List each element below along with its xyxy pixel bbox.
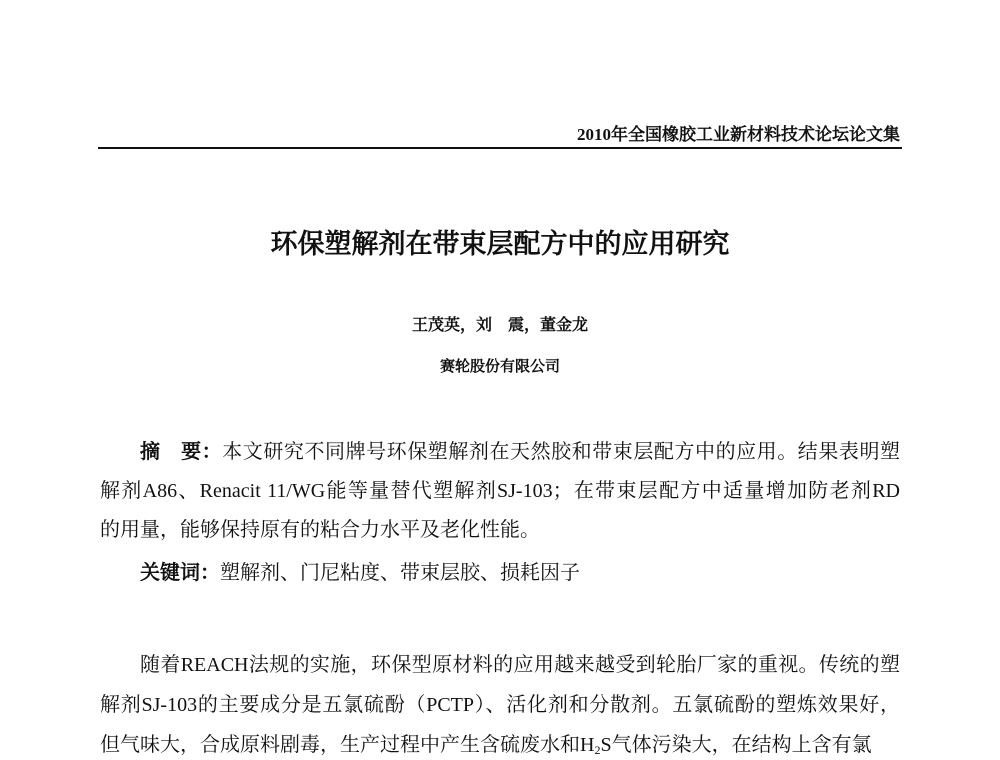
authors: 王茂英，刘 震，董金龙 bbox=[411, 317, 588, 334]
keywords: 关键词：塑解剂、门尼粘度、带束层胶、损耗因子 bbox=[140, 562, 580, 584]
abstract-line-3: 的用量，能够保持原有的粘合力水平及老化性能。 bbox=[100, 519, 540, 541]
proceedings-header: 2010年全国橡胶工业新材料技术论坛论文集 bbox=[577, 125, 900, 144]
header-rule bbox=[98, 147, 902, 149]
body-line-1: 随着REACH法规的实施，环保型原材料的应用越来越受到轮胎厂家的重视。传统的塑 bbox=[140, 654, 900, 676]
body-line-3: 但气味大，合成原料剧毒，生产过程中产生含硫废水和$H_2S$气体污染大，在结构上含有氯 bbox=[100, 734, 872, 757]
abstract-line-2: 解剂A86、Renacit 11/WG能等量替代塑解剂SJ-103；在带束层配方中适量增加防老剂RD bbox=[100, 480, 900, 502]
keywords-label: 关键词： bbox=[140, 562, 220, 584]
body-line-2: 解剂SJ-103的主要成分是五氯硫酚（PCTP）、活化剂和分散剂。五氯硫酚的塑炼效果好， bbox=[100, 694, 900, 716]
abstract-label: 摘 要： bbox=[140, 441, 223, 463]
abstract-line-1: 摘 要：本文研究不同牌号环保塑解剂在天然胶和带束层配方中的应用。结果表明塑 bbox=[140, 441, 901, 463]
paper-title: 环保塑解剂在带束层配方中的应用研究 bbox=[270, 229, 730, 259]
affiliation: 赛轮股份有限公司 bbox=[439, 359, 560, 375]
